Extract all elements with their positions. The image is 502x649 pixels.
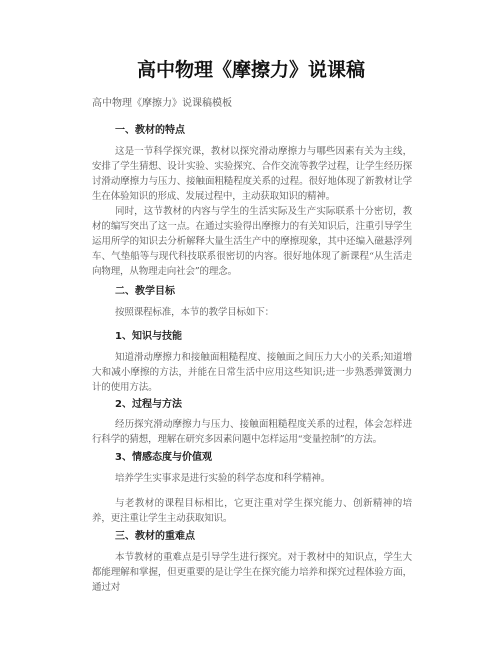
paragraph-teaching-goals: 按照课程标准，本节的教学目标如下： [115,307,274,318]
document-title: 高中物理《摩擦力》说课稿 [136,59,365,81]
document-subtitle: 高中物理《摩擦力》说课稿模板 [92,98,232,109]
section-heading-key-difficult-points: 三、教材的重难点 [115,531,195,542]
paragraph-attitude-values-2: 与老教材的课程目标相比，它更注重对学生探究能力、创新精神的培养，更注重让学生主动获取知识。 [92,498,412,524]
subheading-attitude-values: 3、情感态度与价值观 [115,452,212,463]
paragraph-process-methods: 经历探究滑动摩擦力与压力、接触面粗糙程度关系的过程，体会怎样进行科学的猜想，理解在研究多因素问题中怎样运用“变量控制”的方法。 [92,419,412,445]
subheading-knowledge-skills: 1、知识与技能 [115,331,182,342]
paragraph-knowledge-skills: 知道滑动摩擦力和接触面粗糙程度、接触面之间压力大小的关系;知道增大和减小摩擦的方法，并能在日常生活中应用这些知识;进一步熟悉弹簧测力计的使用方法。 [92,352,412,393]
paragraph-textbook-features-1: 这是一节科学探究课，教材以探究滑动摩擦力与哪些因素有关为主线，安排了学生猜想、设计实验、实验探究、合作交流等教学过程，让学生经历探讨滑动摩擦力与压力、接触面粗糙程度关系的过程。很好地体现了新教材让学生在体验知识的形成、发展过程中，主动获取知识的精神。 [92,146,412,202]
subheading-process-methods: 2、过程与方法 [115,399,182,410]
section-heading-teaching-goals: 二、教学目标 [115,286,175,297]
paragraph-textbook-features-2: 同时，这节教材的内容与学生的生活实际及生产实际联系十分密切，教材的编写突出了这一点。在通过实验得出摩擦力的有关知识后，注重引导学生运用所学的知识去分析解释大量生活生产中的摩擦现象，其中还编入磁悬浮列车、气垫船等与现代科技联系很密切的内容。很好地体现了新课程“从生活走向物理，从物理走向社会”的理念。 [92,206,412,277]
section-heading-textbook-features: 一、教材的特点 [115,125,185,136]
paragraph-key-difficult-points: 本节教材的重难点是引导学生进行探究。对于教材中的知识点，学生大都能理解和掌握，但更重要的是让学生在探究能力培养和探究过程体验方面，通过对 [92,552,412,593]
paragraph-attitude-values-1: 培养学生实事求是进行实验的科学态度和科学精神。 [115,473,331,484]
